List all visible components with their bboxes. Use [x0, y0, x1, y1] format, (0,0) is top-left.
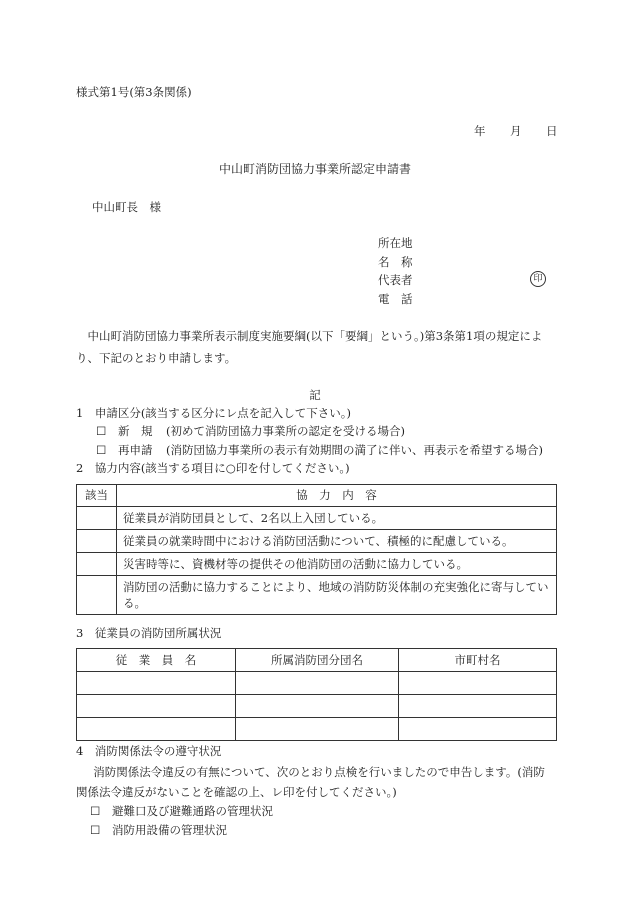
content-cell: 消防団の活動に協力することにより、地域の消防防災体制の充実強化に寄与している。 [117, 576, 557, 615]
table-cell[interactable] [236, 672, 399, 695]
checkbox-reapply[interactable]: ☐ [96, 443, 107, 457]
check-cell[interactable] [77, 507, 117, 530]
item-evacuation-label: 避難口及び避難通路の管理状況 [112, 804, 273, 818]
content-cell: 従業員の就業時間中における消防団活動について、積極的に配慮している。 [117, 530, 557, 553]
section4-text: 消防関係法令違反の有無について、次のとおり点検を行いましたので申告します。(消防関係法令違反がないことを確認の上、レ印を付してください。) [76, 765, 545, 799]
col-employee-name: 従 業 員 名 [77, 649, 236, 672]
seal-mark: 印 [530, 271, 546, 287]
name-label: 名 称 [378, 255, 413, 269]
table-cell[interactable] [399, 695, 557, 718]
col-brigade-branch: 所属消防団分団名 [236, 649, 399, 672]
address-label: 所在地 [378, 236, 413, 250]
section1-heading: 1 申請区分(該当する区分にレ点を記入して下さい。) [76, 406, 352, 420]
ki-heading: 記 [309, 388, 321, 402]
date-year: 年 [474, 124, 486, 138]
check-cell[interactable] [77, 530, 117, 553]
check-cell[interactable] [77, 553, 117, 576]
col-check-header: 該当 [77, 485, 117, 507]
item-fire-equipment-label: 消防用設備の管理状況 [112, 823, 227, 837]
checkbox-evacuation[interactable]: ☐ [90, 804, 101, 818]
checkbox-new[interactable]: ☐ [96, 424, 107, 438]
table-cell[interactable] [77, 718, 236, 741]
addressee: 中山町長 様 [92, 200, 161, 214]
table-cell[interactable] [77, 695, 236, 718]
check-cell[interactable] [77, 576, 117, 615]
cooperation-table [76, 484, 557, 615]
section2-heading: 2 協力内容(該当する項目に○印を付してください。) [76, 461, 350, 475]
content-cell: 従業員が消防団員として、2名以上入団している。 [117, 507, 557, 530]
content-cell: 災害時等に、資機材等の提供その他消防団の活動に協力している。 [117, 553, 557, 576]
option-new-label: 新 規 [118, 424, 153, 438]
option-new-note: (初めて消防団協力事業所の認定を受ける場合) [166, 424, 405, 438]
form-number: 様式第1号(第3条関係) [76, 85, 192, 99]
table-cell[interactable] [77, 672, 236, 695]
col-municipality: 市町村名 [399, 649, 557, 672]
intro-paragraph: 中山町消防団協力事業所表示制度実施要綱(以下「要綱」という。)第3条第1項の規定により、下記のとおり申請します。 [76, 329, 543, 365]
table-cell[interactable] [236, 695, 399, 718]
date-day: 日 [546, 124, 558, 138]
option-reapply-label: 再申請 [118, 443, 153, 457]
members-table [76, 648, 557, 741]
section3-heading: 3 従業員の消防団所属状況 [76, 626, 222, 640]
section4-heading: 4 消防関係法令の遵守状況 [76, 744, 222, 758]
checkbox-fire-equipment[interactable]: ☐ [90, 823, 101, 837]
phone-label: 電 話 [378, 292, 413, 306]
table-cell[interactable] [399, 672, 557, 695]
table-cell[interactable] [236, 718, 399, 741]
representative-label: 代表者 [378, 273, 413, 287]
page-title: 中山町消防団協力事業所認定申請書 [218, 162, 411, 176]
date-month: 月 [510, 124, 522, 138]
table-cell[interactable] [399, 718, 557, 741]
col-content-header: 協 力 内 容 [117, 485, 557, 507]
option-reapply-note: (消防団協力事業所の表示有効期間の満了に伴い、再表示を希望する場合) [166, 443, 543, 457]
